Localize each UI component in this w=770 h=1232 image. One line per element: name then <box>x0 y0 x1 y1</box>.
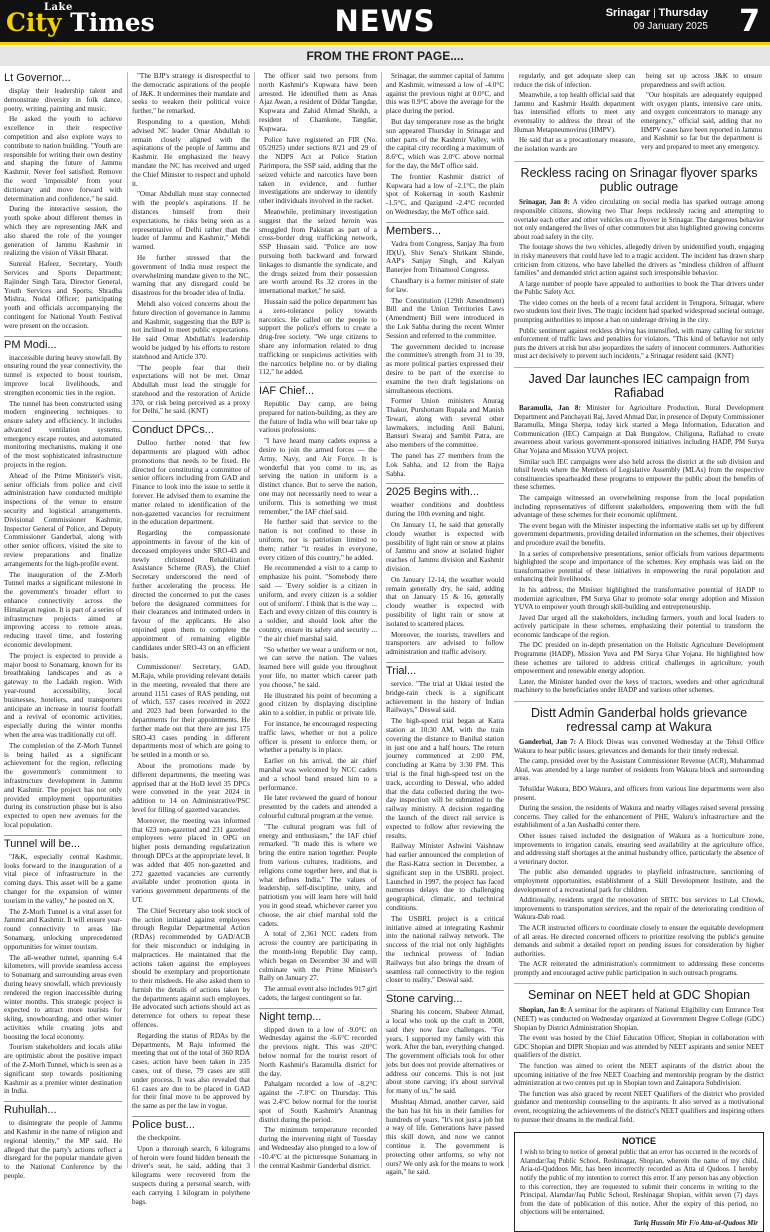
dateline: Srinagar, Jan 8: <box>519 198 570 207</box>
story-paragraph: weather conditions and doubtless during the 10th evening and night. <box>386 501 504 519</box>
story-headline[interactable]: 2025 Begins with... <box>386 483 504 499</box>
story-headline[interactable]: Seminar on NEET held at GDC Shopian <box>514 983 764 1002</box>
page-number: 7 <box>739 4 760 39</box>
story-paragraph: Meanwhile, a top health official said that Jammu and Kashmir Health department has intensified efforts to meet any eventuality to address the threat of the Human Metapneumovirus (HMPV). <box>514 91 635 134</box>
story-paragraph: The campaign witnessed an overwhelming response from the local population including representatives of different stakeholders, empowering them with the full advantage of these schemes for their economic upliftment. <box>514 493 764 520</box>
issue-date: Srinagar | Thursday 09 January 2025 <box>605 7 708 32</box>
story-paragraph: "The BJP's strategy is disrespectful to the democratic aspirations of the people of J&K. It undermines their mandate and seeks to weaken their political voice further," he remarked. <box>132 72 250 116</box>
story-paragraph: Earlier on his arrival, the air chief marshal was welcomed by NCC cadets and a school band ensued him to a performance. <box>259 757 377 792</box>
story-headline[interactable]: Javed Dar launches IEC campaign from Rafiabad <box>514 367 764 400</box>
story-paragraph: "So whether we wear a uniform or not, we can serve the nation. The values learned here will guide you throughout your life, no matter which career path you choose," he said. <box>259 645 377 689</box>
story-paragraph: The footage shows the two vehicles, allegedly driven by unidentified youth, engaging in risky maneuvers that could have led to a tragic accident. The incident has drawn sharp criticism from citizens, who have labelled the drivers as "mindless children of affluent families" and demanded strict action against such irresponsible behavior. <box>514 243 764 278</box>
story-paragraph: Mushtaq Ahmad, another carver, said the ban has hit his in their families for hundreds of years. "It's not just a job but a way of life. Generations have passed this skill down, and now we cannot continue it. The government is protecting other artforms, so why not ours? We only ask for the means to work again," he said. <box>386 1098 504 1177</box>
story-paragraph: On January 12-14, the weather would remain generally dry, he said, adding that on January 15 & 16, generally cloudy weather is expected with possibility of light rain or snow at isolated to scattered places. <box>386 575 504 628</box>
story-paragraph: regularly, and get adequate sleep can reduce the risk of infection. <box>514 72 635 89</box>
story-headline[interactable]: Stone carving... <box>386 990 504 1006</box>
public-notice <box>514 1132 764 1232</box>
story-paragraph: Other issues raised included the designation of Wakura as a horticulture zone, improvements to irrigation canals, ensuring seed availability at the agriculture office, and addressing staff shortages at the animal husbandry office, particularly the absence of a veterinary doctor. <box>514 831 764 866</box>
story-paragraph <box>514 198 764 241</box>
story-paragraph: The function was also graced by recent NEET Qualifiers of the district who provided guidance and mentorship counselling to the aspirants. It also served as a motivational event, recognizing the achievements of the district's NEET qualifiers and inspiring others to pursue their dreams in the medical field. <box>514 1089 764 1124</box>
story-paragraph: Chaudhary is a former minister of state for law. <box>386 276 504 294</box>
story-paragraph: display their leadership talent and demonstrate diversity in folk dance, poetry, writing, painting and music. <box>4 87 122 113</box>
story-paragraph: Tehsildar Wakura, BDO Wakura, and officers from various line departments were also present. <box>514 785 764 802</box>
story-paragraph: Additionally, residents urged the renovation of SBTC bus services to Lal Chowk, improvements to transportation services, and the repair of the deteriorating condition of Wakura-Dab road. <box>514 896 764 922</box>
story-paragraph <box>514 1006 764 1032</box>
story-headline[interactable]: Tunnel will be... <box>4 835 122 851</box>
story-paragraph: He asked the youth to achieve excellence in their respective competition and also explore ways to contribute to nation building. "Youth are responsible for writing their own destiny and shaping the future of Jammu Kashmir. Never feel satisfied. Remove the word 'impossible' from your dictionary and move forward with determination and confidence," he said. <box>4 115 122 203</box>
story-paragraph: Javed Dar urged all the stakeholders, including farmers, youth and local leaders to actively participate in these schemes, emphasizing their potential to transform the economic landscape of the region. <box>514 613 764 639</box>
story-paragraph: The frontier Kashmir district of Kupwara had a low of -2.1°C, the plain spot of Kokernag in south Kashmir -1.5°C, and Qazigund -2.4°C recorded on Wednesday, the MeT office said. <box>386 172 504 216</box>
story-paragraph: being set up across J&K to ensure preparedness and swift action. <box>641 72 762 89</box>
section-title: NEWS <box>334 4 436 38</box>
story-paragraph: He recommended a visit to a camp to emphasize his point. "Somebody there said — 'Every soldier is a citizen in uniform, and every citizen is a soldier out of uniform'. I think that is the way ... Each and every citizen of this country is a soldier, and should look after the country, ensure its safety and security ... " the air chief marshal said. <box>259 564 377 643</box>
story-paragraph: Dulloo further noted that few departments are plagued with adhoc promotions that needs to be fixed. He directed for constituting a committee of senior officers including from GAD and Finance to look into the issue to settle it forever. He advised them to examine the matter related to identification of the non-gazetted vacancies for recruitment in the education department. <box>132 439 250 527</box>
story-paragraph: Republic Day camp, are being prepared for nation-building, as they are the future of India who will bear take up various professions. <box>259 400 377 435</box>
story-paragraph: Similar such IEC campaigns were also held across the district at the sub division and tehsil levels where the Members of Legislative Assembly (MLAs) from the respective constituencies spearheaded these programs to empower the public about the benefits of these schemes. <box>514 457 764 492</box>
story-paragraph: Moreover, the tourists, travellers and transporters are advised to follow administration and traffic advisory. <box>386 630 504 657</box>
story-paragraph: The video comes on the heels of a recent fatal accident in Tengpora, Srinagar, where two students lost their lives. The tragic incident had sparked widespread societal outrage, prompting authorities to impose a ban on underage driving in the city. <box>514 298 764 325</box>
masthead <box>0 0 770 42</box>
story-text: A video circulating on social media has sparked outrage among responsible citizens, showing two Thar Jeeps recklessly racing and attempting to overtake each other and other vehicles on a flyover in Srinagar. The dangerous behavior not only endangered the lives of other commuters but also highlighted growing concerns about road safety in the city. <box>514 198 764 241</box>
story-paragraph: service. "The trial at Ukkai tested the bridge-rain check is a significant achievement in the history of Indian Railways," Deswal said. <box>386 680 504 715</box>
news-column <box>259 72 377 1170</box>
story-paragraph: The DC presided on in-depth presentation on the Holistic Agriculture Development Programme (HADP), Mission Yuva and PM Surya Ghar Yojana. He highlighted how these schemes are tailored to address critical challenges in agriculture, youth empowerment and renewable energy adoption. <box>514 641 764 676</box>
story-paragraph: Responding to a question, Mehdi advised NC leader Omar Abdullah to remain closely aligned with the aspirations of the people of Jammu and Kashmir. He emphasized the heavy mandate the NC has received and urged the Chief Minister to respect and uphold it. <box>132 117 250 188</box>
story-headline[interactable]: Ruhullah... <box>4 1101 122 1117</box>
story-text: Minister for Agriculture Production, Rural Development Department and Panchayati Raj, Javed Ahmad Dar, in presence of Deputy Commissioner Baramulla, Minga Sherpa, today kick started a Mega Information, Education and Communication (IEC) Campaign at Dak Bungalow, Chiliguna, Rafiabad to create awareness about various government-sponsored initiatives including HADP, PM Surya Ghar Yojana and Mission YUVA project. <box>514 404 764 455</box>
story-headline[interactable]: Reckless racing on Srinagar flyover sparks public outrage <box>514 161 764 194</box>
story-paragraph: Vadra from Congress, Sanjay Jha from JD(U), Shiv Sena's Shrikant Shinde, AAP's Sanjay Singh, and Kalyan Banerjee from Trinamool Congress. <box>386 239 504 275</box>
story-paragraph: Mehdi also voiced concerns about the future direction of governance in Jammu and Kashmir, suggesting that the BJP is not inclined to meet public expectations. He said Omar Abdullah's leadership would be judged by his efforts to restore statehood and Article 370. <box>132 299 250 361</box>
story-paragraph: Police have registered an FIR (No. 05/2025) under sections 8/21 and 29 of the NDPS Act at Police Station Parimpora, the SSP said, adding that the seized vehicle and narcotics have been taken in evidence, and further investigations are underway to identify other individuals involved in the racket. <box>259 135 377 206</box>
story-paragraph: Tourism stakeholders and locals alike are optimistic about the positive impact of the Z-Morh Tunnel, which is seen as a significant step towards positioning Kashmir as a premier winter destination in India. <box>4 1043 122 1096</box>
header-rule <box>0 42 770 45</box>
story-paragraph: The Constitution (129th Amendment) Bill and the Union Territories Laws (Amendment) Bill were introduced in the Lok Sabha during the recent Winter Session and referred to the committee. <box>386 296 504 340</box>
story-paragraph: inaccessible during heavy snowfall. By ensuring round the year connectivity, the tunnel is expected to boost tourism, improve local livelihoods, and strengthen economic ties in the region. <box>4 353 122 397</box>
story-paragraph: Srinagar, the summer capital of Jammu and Kashmir, witnessed a low of -4.0°C against the previous night at 0.0°C, and this was 0.9°C above the average for the place during the period. <box>386 72 504 116</box>
column-divider <box>381 72 382 1168</box>
story-paragraph: He later reviewed the guard of honour presented by the cadets and attended a colourful cultural program at the venue. <box>259 794 377 820</box>
story-paragraph: "J&K, especially central Kashmir, looks forward to the inauguration of a vital piece of infrastructure in the coming days. This asset will be a game changer for the expansion of winter tourism in the valley," he posted on X. <box>4 852 122 905</box>
logo-lake: Lake <box>44 2 73 13</box>
story-paragraph <box>514 738 764 755</box>
story-paragraph: slipped down to a low of -9.0°C on Wednesday against the -6.6°C recorded the previous night. This was -20°C below normal for the tourist resort of North Kashmir's Baramulla district for the day. <box>259 1025 377 1078</box>
logo-title: City Times <box>6 8 155 37</box>
story-headline[interactable]: PM Modi... <box>4 336 122 352</box>
story-paragraph: The Chief Secretary also took stock of the action initiated against employees through Regular Departmental Action (RDAs) recommended by GAD/ACB for their misconduct or indulging in malpractices. He maintained that the actions taken against the employees should be exemplary and proportionate to their misdeeds. He also asked them to furnish the details of actions taken by the departments against such employees. He advocated such actions should act as deterrence for others to repeat these offences. <box>132 906 250 1030</box>
right-panel <box>514 72 764 1227</box>
dateline: Baramulla, Jan 8: <box>519 404 581 413</box>
story-paragraph: He further stressed that the government of India must respect the overwhelming mandate given to the NC, warning that any disregard could be disastrous for the broader idea of India. <box>132 253 250 298</box>
story-paragraph: A large number of people have appealed to authorities to book the Thar drivers under the Public Safety Act. <box>514 279 764 297</box>
news-column <box>4 72 122 1181</box>
story-paragraph: "The people fear that their expectations will not be met. Omar Abdullah must lead the struggle for statehood and the restoration of Article 370, or risk being perceived as a proxy for Delhi," he said. (KNT) <box>132 363 250 416</box>
story-paragraph: "I have heard many cadets express a desire to join the armed forces — the Army, Navy, and Air Force. It is wonderful that you come to us, as serving the nation in uniform is a distinct chance. But to serve the nation, one may not necessarily need to wear a uniform. This is something we must remember," the IAF chief said. <box>259 437 377 516</box>
story-paragraph: The project is expected to provide a major boost to Sonamarg, known for its breathtaking landscapes and as a gateway to the Ladakh region. With year-round accessibility, local businesses, hoteliers, and transporters anticipate an increase in tourist footfall and a revival of economic activities, especially during the winter months when the area was traditionally cut off. <box>4 651 122 739</box>
hmpv-continuation <box>514 72 764 155</box>
story-paragraph: He said that as a precautionary measure, the isolation wards are <box>514 136 635 153</box>
story-paragraph: "Our hospitals are adequately equipped with oxygen plants, intensive care units, and oxygen concentrators to manage any emergency," official said, adding that no HMPV cases have been reported in Jammu and Kashmir so far but the department is very and prepared to meet any emergency. <box>641 91 762 151</box>
story-paragraph: But day temperature rose as the bright sun appeared Thursday in Srinagar and other parts of the Kashmir Valley, with the capital city recording a maximum of 8.6°C, which was 2.0°C above normal for the day, the MeT office said. <box>386 117 504 170</box>
story-paragraph: During the interactive session, the youth spoke about different themes in which they are representing J&K and also shared the role of the younger generation of Jammu Kashmir in realizing the vision of Viksit Bharat. <box>4 205 122 258</box>
story-paragraph: Public sentiment against reckless driving has intensified, with many calling for stricter enforcement of traffic laws and penalties for violators. "This kind of behavior not only puts the drivers at risk but also jeopardizes the safety of innocent commuters. Authorities must act decisively to prevent such incidents," a Srinagar resident said. (KNT) <box>514 326 764 361</box>
story-text: A seminar for the aspirants of National Eligibility cum Entrance Test (NEET) was conducted on Wednesday organized at Government Degree College (GDC) Shopian by District Administration Shopian. <box>514 1006 764 1032</box>
story-paragraph: He illustrated his point of becoming a good citizen by displaying discipline akin to a soldier, in public or private life. <box>259 691 377 718</box>
story-paragraph: The ACR instructed officers to coordinate closely to ensure the equitable development of all areas. He directed concerned officers to prioritize resolving the public's genuine demands and submit a detailed report on pending issues for consideration by higher authorities. <box>514 923 764 958</box>
story-paragraph: The event began with the Minister inspecting the informative stalls set up by different government departments, providing detailed information on the schemes, their objectives and procedure avail the benefits. <box>514 521 764 547</box>
story-paragraph: The camp, presided over by the Assistant Commissioner Revenue (ACR), Muhammad Akul, was attended by a large number of residents from Wakura block and surrounding areas. <box>514 757 764 783</box>
story-paragraph: On January 11, he said that generally cloudy weather is expected with possibility of light rain or snow at plains of Jammu and snow at isolated higher reaches of Jammu division and Kashmir division. <box>386 521 504 574</box>
column-divider <box>508 72 509 1168</box>
notice-title: NOTICE <box>621 1136 656 1147</box>
story-paragraph: The all-weather tunnel, spanning 6.4 kilometers, will provide seamless access to Sonamarg and surrounding areas even during heavy snowfall, which previously rendered the region inaccessible during winter months. This strategic project is expected to attract more tourists for skiing, snowboarding, and other winter activities while creating jobs and boosting the local economy. <box>4 953 122 1041</box>
dateline: Shopian, Jan 8: <box>519 1006 567 1015</box>
story-paragraph: In a series of comprehensive presentations, senior officials from various departments highlighted the scope and importance of the schemes. Key emphasis was laid on the transformative potential of these initiatives in empowering the rural population and enhancing their livelihoods. <box>514 549 764 584</box>
story-paragraph: Sharing his concern, Shabeer Ahmad, a local who took up the craft in 2008, said they now face challenges. "For years, I supported my family with this work. After the ban, everything changed. The government officials took for other jobs but does not provide alternatives or address our concerns. This is not just about stone carving; it's about survival for many of us," he said. <box>386 1008 504 1096</box>
story-headline[interactable]: Trial... <box>386 662 504 678</box>
story-headline[interactable]: Lt Governor... <box>4 72 71 84</box>
story-paragraph: About the promotions made by different departments, the meeting was apprised that at the HoD level 35 DPCs were convened in the year 2024 in addition to 14 on Administrative/PSC level for filling of gazetted vacancies. <box>132 761 250 814</box>
story-paragraph: Sunreal Hafeez, Secretary, Youth Services and Sports Department; Rajinder Singh Tara, Director General, Youth Services and Sports; Shradha Mishra, Nodal Officer; participating youth and officials accompanying the contingent for National Youth Festival were present on the occasion. <box>4 260 122 330</box>
story-headline[interactable]: Distt Admin Ganderbal holds grievance redressal camp at Wakura <box>514 701 764 734</box>
story-paragraph: Regarding the compassionate appointments in favour of the kin of deceased employees under SRO-43 and newly christened Rehabilitation Assistance Scheme (RAS), the Chief Secretary underscored the need of further accelerating the process. He directed the concerned to put the cases before the designated committees for their clearances and intimated orders in favour of the applicants. He also enjoined upon them to complete the appointment of remaining eligible candidates under SRO-43 on an efficient basis. <box>132 529 250 661</box>
notice-signature: Tariq Hussain Mir F/o Atta-ul-Qudoos Mir <box>633 1218 758 1227</box>
story-headline[interactable]: Conduct DPCs... <box>132 421 250 437</box>
story-paragraph: Regarding the status of RDAs by the Departments, M Raju informed the meeting that out of the total of 360 RDA cases, action have been taken in 235 cases, out of these, 79 cases are still under process. It was also revealed that 61 cases are due to be placed in GAD for their final move to be approved by the same as per the law in vogue. <box>132 1031 250 1111</box>
story-headline[interactable]: Night temp... <box>259 1008 377 1024</box>
story-paragraph: Railway Minister Ashwini Vaishnaw had earlier announced the completion of the Rasi-Katra section in December, a significant step in the USBRL project. Launched in 1997, the project has faced numerous delays due to challenging geographical, climatic, and technical conditions. <box>386 842 504 912</box>
story-paragraph: to disintegrate the people of Jammu and Kashmir in the name of religion and regional identity," the MP said. He alleged that the party's actions reflect a disregard for the popular mandate given to the National Conference by the people. <box>4 1119 122 1181</box>
story-paragraph: The USBRL project is a critical initiative aimed at integrating Kashmir into the national railway network. The success of the trial not only highlights the technical prowess of Indian Railways but also brings the dream of seamless rail connectivity to the region closer to reality," Deswal said. <box>386 914 504 985</box>
story-headline[interactable]: Members... <box>386 222 504 238</box>
story-paragraph: The high-speed trial began at Katra station at 10:30 AM, with the train covering the distance to Banihal station in just one and a half hours. The return journey commenced at 2:00 PM, concluding at Katra by 3:30 PM. This trial is the final high-speed test on the track, according to Deswal, who added that the data collected during the two-day inspection will be submitted to the railway ministry. A decision regarding the launch of the direct rail service is expected to follow after reviewing the results. <box>386 717 504 840</box>
story-paragraph: Meanwhile, preliminary investigation suggest that the seized heroin was smuggled from Pakistan as part of a cross-border drug trafficking network, SSP Hussain said. "Police are now pursuing both backward and forward linkages to dismantle the syndicate, and the drugs seized from their possession are worth around Rs 32 crores in the international market," he said. <box>259 207 377 296</box>
column-divider <box>127 72 128 1168</box>
story-paragraph: Moreover, the meeting was informed that 623 non-gazetted and 231 gazetted employees were placed in OPG on higher posts demanding regularization through DPCs at the appropriate level. It was added that 405 non-gazetted and 272 gazetted vacancies are currently available under promotion quota in various government departments of the UT. <box>132 816 250 904</box>
story-paragraph: Commissioner/ Secretary, GAD, M.Raju, while providing relevant details in the meeting, revealed that there are around 1151 cases of RAS pending, out of which, 537 cases received in 2022 and 2023 had been forwarded to the departments for their appointments. He further made out that there are just 175 SRO-43 cases pending in different departments most of which are going to be settled in a month or so. <box>132 663 250 760</box>
story-headline[interactable]: Police bust... <box>132 1116 250 1132</box>
story-paragraph: During the session, the residents of Wakura and nearby villages raised several pressing concerns. They called for the enhancement of PHE, Waluru's infrastructure and the establishment of a Jan Aushadhi center there. <box>514 804 764 830</box>
story-paragraph: The function was aimed to orient the NEET aspirants of the district about the upcoming initiative of the free NEET Coaching and mentorship program by the district administration at two centres put up in Shopian town and Zainapora Subdivision. <box>514 1062 764 1088</box>
story-paragraph: The annual event also includes 917 girl cadets, the largest contingent so far. <box>259 985 377 1002</box>
story-paragraph: Former Union ministers Anurag Thakur, Purshottam Rupala and Manish Tewari, along with several other lawmakers, including Anil Baluni, Bansuri Swaraj and Sambit Patra, are also members of the committee. <box>386 397 504 450</box>
story-paragraph: The officer said two persons from north Kashmir's Kupwara have been arrested. He identified them as Anas Ajaz Awan, a resident of Dildar Tangdar, Kupwara and Zahid Ahmad Sheikh, a resident of Chamkote, Tangdar, Kupwara. <box>259 72 377 133</box>
story-paragraph: Ahead of the Prime Minister's visit, senior officials from police and civil administration have conducted multiple inspections of the venue to ensure security and logistical arrangements. Divisional Commissioner Kashmir, Inspector General of Police, and Deputy Commissioner Ganderbal, along with other senior officers, visited the site to review preparations and finalize arrangements for the high-profile event. <box>4 471 122 568</box>
story-paragraph: Pahalgam recorded a low of -8.2°C against the -7.8°C on Thursday. This was 2.4°C below normal for the tourist spot of South Kashmir's Anantnag district during the period. <box>259 1080 377 1124</box>
story-paragraph: The completion of the Z-Morh Tunnel is being hailed as a significant achievement for the region, reflecting the government's commitment to infrastructure development in Jammu and Kashmir. The project has not only provided employment opportunities during its construction phase but is also expected to open new avenues for the local population. <box>4 741 122 829</box>
story-paragraph: The panel has 27 members from the Lok Sabha, and 12 from the Rajya Sabha. <box>386 452 504 478</box>
story-text: A Block Diwas was convened Wednesday at the Tehsil Office Wakura to hear public issues, grievances and demands for their timely redressal. <box>514 738 764 755</box>
news-column <box>386 72 504 1177</box>
story-paragraph: The minimum temperature recorded during the intervening night of Tuesday and Wednesday also plunged to a low of -10.4°C at the picturesque Sonamarg in the central Kashmir Ganderbal district. <box>259 1126 377 1170</box>
story-paragraph: He further said that service to the nation is not confined to those in uniform, nor is patriotism limited to them; rather "it resides in everyone, every citizen of this country," he added. <box>259 518 377 562</box>
section-banner: FROM THE FRONT PAGE.... <box>0 46 770 66</box>
story-paragraph: Later, the Minister handed over the keys of tractors, weeders and other agricultural machinery to the beneficiaries under HADP and various other schemes. <box>514 677 764 695</box>
story-paragraph: The event was hosted by the Chief Education Officer, Shopian in collaboration with GDC Shopian and DIPR Shopian and was attended by NEET aspirants and senior NEET qualifiers of the district. <box>514 1034 764 1060</box>
column-divider <box>254 72 255 1168</box>
story-paragraph: In his address, the Minister highlighted the transformative potential of HADP to modernize agriculture, PM Surya Ghar to promote solar energy adoption and Mission YUVA to empower youth through skill-building and entrepreneurship. <box>514 585 764 612</box>
story-paragraph: Hussain said the police department has a zero-tolerance policy towards narcotics. He called on the people to support the police's efforts to create a drug-free society. "We urge citizens to share any information related to drug trafficking or suspicious activities with the narcotics helpline no. or by dialing 112," he added. <box>259 297 377 377</box>
story-paragraph: A total of 2,361 NCC cadets from across the country are participating in the month-long Republic Day camp, which began on December 30 and will culminate with the Prime Minister's Rally on January 27. <box>259 930 377 983</box>
story-paragraph: The government decided to increase the committee's strength from 31 to 39, as more political parties expressed their desire to be part of the exercise to examine the two draft legislations on simultaneous elections. <box>386 342 504 395</box>
story-paragraph: the checkpoint. <box>137 1134 181 1143</box>
story-headline[interactable]: IAF Chief... <box>259 382 377 398</box>
story-paragraph: The public also demanded upgrades to playfield infrastructure, sanctioning of employment opportunities, establishment of a Skill Development Institute, and the development of a recreational park for children. <box>514 868 764 894</box>
story-paragraph <box>514 404 764 456</box>
story-paragraph: The ACR reiterated the administration's commitment to addressing these concerns promptly and encouraged active public participation in such outreach programs. <box>514 960 764 977</box>
story-paragraph: "The cultural program was full of energy and enthusiasm," the IAF chief remarked. "It made this is where we bring the entire nation together. People from various cultures, traditions, and religions come together here, and that is what defines India." The values of leadership, self-discipline, unity, and patriotism you will learn here will hold you in good stead, whichever career you choose, the air chief marshal told the cadets. <box>259 822 377 928</box>
story-paragraph: The tunnel has been constructed using modern engineering techniques to ensure safety and efficiency. It includes advanced ventilation systems, emergency escape routes, and automated monitoring mechanisms, making it one of the most sophisticated infrastructure projects in the region. <box>4 399 122 470</box>
story-paragraph: "Omar Abdullah must stay connected with the people's aspirations. If he distances himself from their expectations, he risks being seen as a representative of Delhi rather than the leader of Jammu and Kashmir," Mehdi warned. <box>132 190 250 252</box>
dateline: Ganderbal, Jan 7: <box>519 738 576 747</box>
story-paragraph: For instance, he encouraged respecting traffic laws, whether or not a police officer is present to enforce them, or whether a penalty is in place. <box>259 719 377 755</box>
news-column <box>132 72 250 1206</box>
story-paragraph: The Z-Morh Tunnel is a vital asset for Jammu and Kashmir. It will ensure year-round connectivity to areas like Sonamarg, unlocking unprecedented opportunities for winter tourism. <box>4 907 122 951</box>
notice-text: I wish to bring to notice of general public that an error has occurred in the records of Alamdar/Jaq Public School, Reshinagar, Shopian, wherein the name of my child, Aria-ul-Quddoos Mir, has been incorrectly recorded as Atta ul Qudoos. I hereby notify the public of my intention to correct this error. If any person has any objection to this correction, they are requested to submit their concerns in writing to the Principal, Alamdar/Jaq Public School, Reshinagar Shopian, within seven (7) days from the date of publication of this notice. After the expiry of this period, no objections will be entertained. <box>520 1148 758 1217</box>
story-paragraph: The inauguration of the Z-Morh Tunnel marks a significant milestone in the government's broader effort to enhance connectivity across the Himalayan region. It is part of a series of infrastructure projects aimed at improving access to remote areas, reducing travel time, and fostering economic development. <box>4 570 122 650</box>
story-paragraph: Upon a thorough search, 6 kilograms of heroin were found hidden beneath the driver's seat, he said, adding that 3 kilograms were recovered from the suspects during a personal search, with each carrying 1 kilogram in polythene bags. <box>132 1144 250 1206</box>
